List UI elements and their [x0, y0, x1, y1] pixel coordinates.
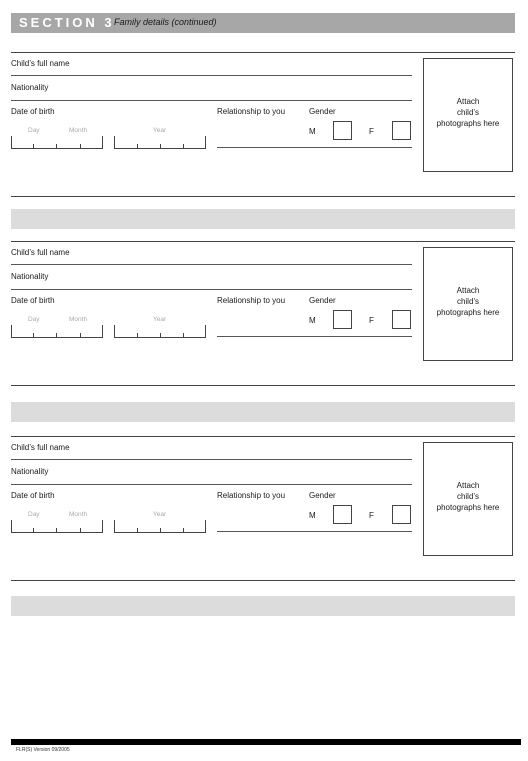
form-top-rule — [11, 241, 515, 242]
nationality-label: Nationality — [11, 272, 49, 281]
relationship-field[interactable] — [217, 147, 412, 148]
gender-male-checkbox[interactable] — [333, 121, 352, 140]
relationship-label: Relationship to you — [217, 491, 286, 500]
month-placeholder: Month — [69, 316, 88, 323]
gender-label: Gender — [309, 296, 336, 305]
digit-tick — [137, 528, 138, 533]
dob-label: Date of birth — [11, 107, 55, 116]
footer-version: FLR(S) Version 09/2005 — [16, 747, 70, 753]
relationship-field[interactable] — [217, 336, 412, 337]
relationship-label: Relationship to you — [217, 107, 286, 116]
section-separator — [11, 596, 515, 616]
nationality-field[interactable] — [11, 484, 412, 485]
photo-instruction — [424, 480, 512, 513]
photo-instruction — [424, 96, 512, 129]
gender-male-checkbox[interactable] — [333, 310, 352, 329]
photo-box[interactable] — [423, 247, 513, 361]
gender-female-checkbox[interactable] — [392, 310, 411, 329]
relationship-label: Relationship to you — [217, 296, 286, 305]
year-placeholder: Year — [153, 316, 167, 323]
section-separator — [11, 209, 515, 229]
digit-tick — [33, 144, 34, 149]
photo-instruction-line: child’s — [456, 108, 480, 117]
day-placeholder: Day — [28, 511, 40, 518]
digit-tick — [33, 333, 34, 338]
form-bottom-rule — [11, 580, 515, 581]
photo-instruction-line: Attach — [456, 286, 480, 295]
photo-instruction-line: photographs here — [436, 119, 500, 128]
full-name-field[interactable] — [11, 75, 412, 76]
section-number: SECTION 3 — [19, 15, 115, 30]
full-name-label: Child’s full name — [11, 59, 70, 68]
digit-tick — [56, 333, 57, 338]
form-top-rule — [11, 52, 515, 53]
digit-tick — [183, 144, 184, 149]
photo-box[interactable] — [423, 442, 513, 556]
digit-tick — [137, 333, 138, 338]
day-placeholder: Day — [28, 127, 40, 134]
month-placeholder: Month — [69, 511, 88, 518]
nationality-label: Nationality — [11, 83, 49, 92]
section-header — [11, 13, 515, 33]
digit-tick — [80, 144, 81, 149]
digit-tick — [56, 528, 57, 533]
form-bottom-rule — [11, 385, 515, 386]
form-bottom-rule — [11, 196, 515, 197]
gender-female-checkbox[interactable] — [392, 505, 411, 524]
nationality-label: Nationality — [11, 467, 49, 476]
footer-bar — [11, 739, 521, 745]
digit-tick — [160, 528, 161, 533]
year-placeholder: Year — [153, 511, 167, 518]
digit-tick — [80, 528, 81, 533]
digit-tick — [56, 144, 57, 149]
full-name-label: Child’s full name — [11, 248, 70, 257]
photo-instruction-line: photographs here — [436, 308, 500, 317]
digit-tick — [160, 144, 161, 149]
gender-female-label: F — [369, 127, 374, 136]
full-name-field[interactable] — [11, 264, 412, 265]
dob-label: Date of birth — [11, 491, 55, 500]
photo-instruction — [424, 285, 512, 318]
section-title: Family details (continued) — [114, 17, 217, 27]
gender-female-checkbox[interactable] — [392, 121, 411, 140]
gender-male-label: M — [309, 316, 316, 325]
photo-instruction-line: photographs here — [436, 503, 500, 512]
gender-male-label: M — [309, 511, 316, 520]
digit-tick — [137, 144, 138, 149]
day-month-field[interactable] — [11, 520, 103, 533]
photo-instruction-line: child’s — [456, 297, 480, 306]
nationality-field[interactable] — [11, 289, 412, 290]
digit-tick — [160, 333, 161, 338]
gender-label: Gender — [309, 491, 336, 500]
month-placeholder: Month — [69, 127, 88, 134]
gender-male-checkbox[interactable] — [333, 505, 352, 524]
full-name-field[interactable] — [11, 459, 412, 460]
photo-instruction-line: Attach — [456, 481, 480, 490]
photo-instruction-line: child’s — [456, 492, 480, 501]
year-placeholder: Year — [153, 127, 167, 134]
full-name-label: Child’s full name — [11, 443, 70, 452]
digit-tick — [33, 528, 34, 533]
day-month-field[interactable] — [11, 136, 103, 149]
form-top-rule — [11, 436, 515, 437]
section-separator — [11, 402, 515, 422]
digit-tick — [183, 528, 184, 533]
day-month-field[interactable] — [11, 325, 103, 338]
gender-female-label: F — [369, 511, 374, 520]
relationship-field[interactable] — [217, 531, 412, 532]
gender-female-label: F — [369, 316, 374, 325]
photo-box[interactable] — [423, 58, 513, 172]
dob-label: Date of birth — [11, 296, 55, 305]
nationality-field[interactable] — [11, 100, 412, 101]
day-placeholder: Day — [28, 316, 40, 323]
photo-instruction-line: Attach — [456, 97, 480, 106]
digit-tick — [80, 333, 81, 338]
digit-tick — [183, 333, 184, 338]
gender-label: Gender — [309, 107, 336, 116]
gender-male-label: M — [309, 127, 316, 136]
